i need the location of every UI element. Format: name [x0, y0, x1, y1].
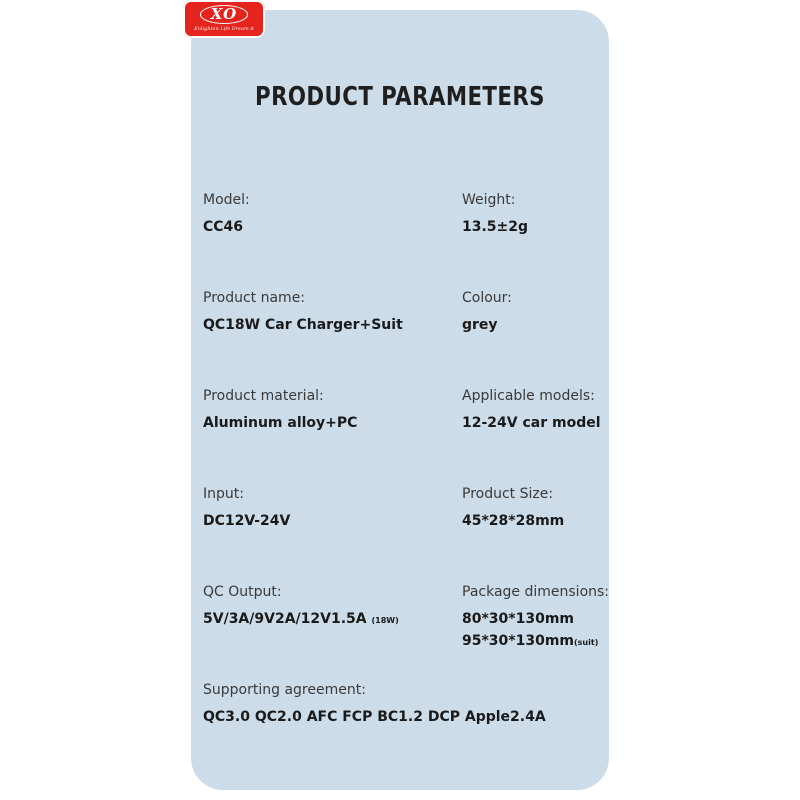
param-label: Colour: — [462, 290, 512, 306]
param-label: Weight: — [462, 192, 516, 208]
param-value-secondary — [462, 632, 609, 652]
param-value — [203, 610, 399, 630]
param-input — [203, 485, 290, 530]
param-value: grey — [462, 317, 498, 333]
param-value: 80*30*130mm — [462, 611, 575, 627]
param-value-note: (suit) — [574, 638, 599, 647]
param-value: QC3.0 QC2.0 AFC FCP BC1.2 DCP Apple2.4A — [203, 709, 546, 725]
param-package-dimensions — [462, 583, 609, 652]
param-label: Input: — [203, 486, 244, 502]
param-label: Product Size: — [462, 486, 554, 502]
param-value-text: 5V/3A/9V2A/12V1.5A — [203, 611, 367, 627]
param-model — [203, 191, 250, 236]
param-value: 13.5±2g — [462, 219, 529, 235]
param-value: 12-24V car model — [462, 415, 601, 431]
param-weight — [462, 191, 528, 236]
param-label: Product name: — [203, 290, 306, 306]
param-product-size — [462, 485, 564, 530]
brand-name: XO — [200, 5, 248, 24]
param-value-note: (18W) — [371, 616, 399, 625]
brand-logo — [183, 0, 265, 38]
param-value: CC46 — [203, 219, 244, 235]
param-label: QC Output: — [203, 584, 282, 600]
param-product-material — [203, 387, 357, 432]
param-value: DC12V-24V — [203, 513, 291, 529]
param-supporting-agreement — [203, 681, 546, 726]
param-label: Applicable models: — [462, 388, 595, 404]
param-label: Model: — [203, 192, 250, 208]
page-title: PRODUCT PARAMETERS — [255, 82, 545, 112]
param-label: Supporting agreement: — [203, 682, 366, 698]
brand-tagline: Enlighten Life Dream it — [194, 26, 254, 32]
param-qc-output — [203, 583, 399, 630]
param-label: Package dimensions: — [462, 584, 610, 600]
param-value-text: 95*30*130mm — [462, 633, 575, 649]
param-product-name — [203, 289, 403, 334]
param-label: Product material: — [203, 388, 324, 404]
param-value: 45*28*28mm — [462, 513, 565, 529]
param-colour — [462, 289, 512, 334]
param-applicable-models — [462, 387, 601, 432]
param-value: Aluminum alloy+PC — [203, 415, 358, 431]
param-value: QC18W Car Charger+Suit — [203, 317, 403, 333]
